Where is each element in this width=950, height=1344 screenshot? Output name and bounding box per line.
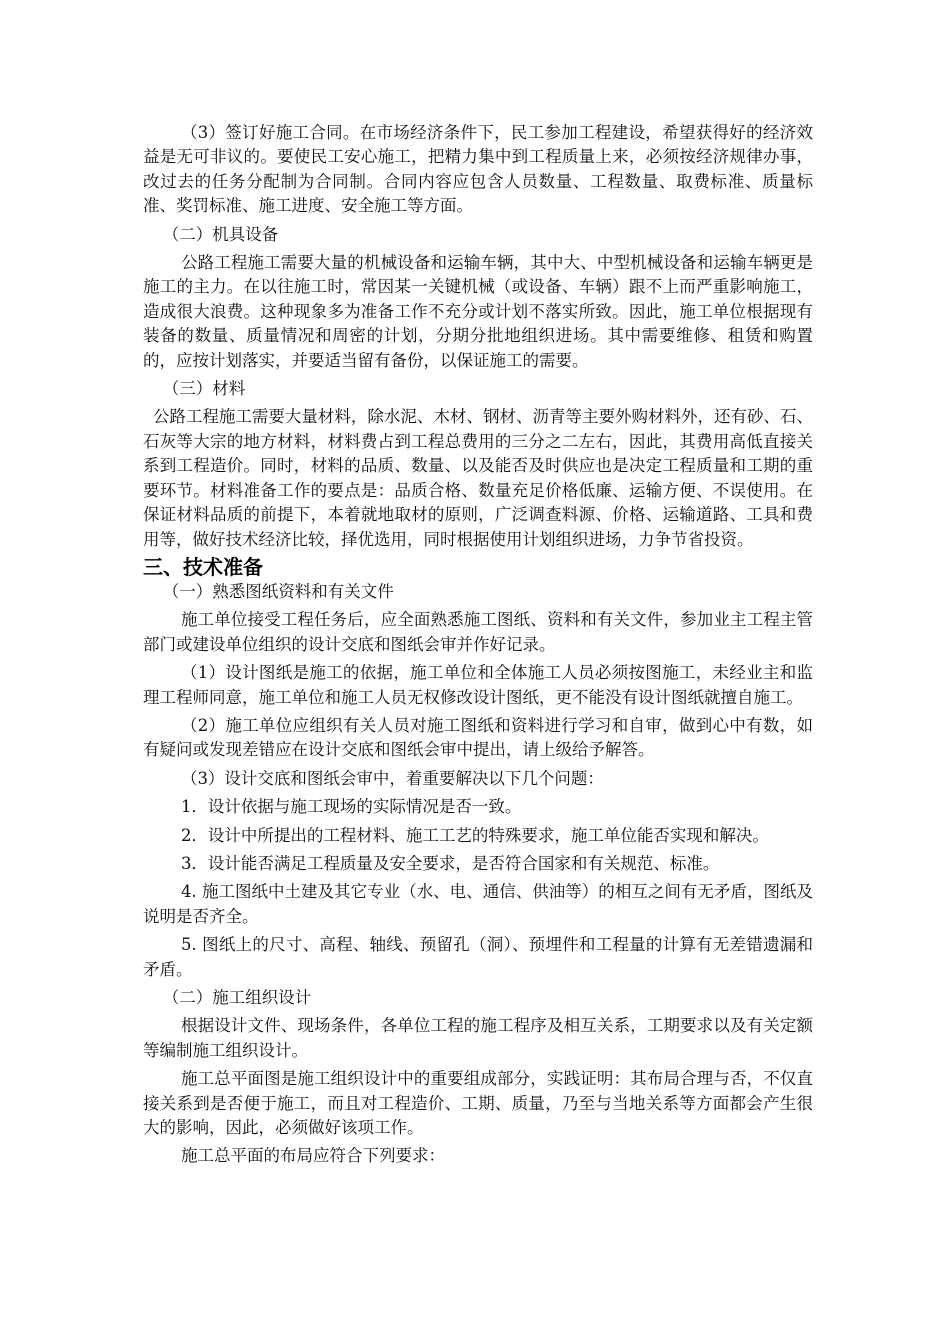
paragraph-drawings-intro: 施工单位接受工程任务后，应全面熟悉施工图纸、资料和有关文件，参加业主工程主管部门或建设单位组织的设计交底和图纸会审并作好记录。 (143, 610, 813, 654)
paragraph-contract: （3）签订好施工合同。在市场经济条件下，民工参加工程建设，希望获得好的经济效益是无可非议的。要使民工安心施工，把精力集中到工程质量上来，必须按经济规律办事，改过去的任务分配制为合同制。合同内容应包含人员数量、工程数量、取费标准、质量标准、奖罚标准、施工进度、安全施工等方面。 (143, 123, 813, 216)
paragraph-equipment: 公路工程施工需要大量的机械设备和运输车辆，其中大、中型机械设备和运输车辆更是施工的主力。在以往施工时，常因某一关键机械（或设备、车辆）跟不上而严重影响施工，造成很大浪费。这种现象多为准备工作不充分或计划不落实所致。因此，施工单位根据现有装备的数量、质量情况和周密的计划，分期分批地组织进场。其中需要维修、租赁和购置的，应按计划落实，并要适当留有备份，以保证施工的需要。 (143, 253, 813, 370)
question-item-4: 4. 施工图纸中土建及其它专业（水、电、通信、供油等）的相互之间有无矛盾，图纸及说明是否齐全。 (143, 882, 813, 926)
paragraph-drawings-2: （2）施工单位应组织有关人员对施工图纸和资料进行学习和自审，做到心中有数，如有疑问或发现差错应在设计交底和图纸会审中提出，请上级给予解答。 (143, 715, 813, 760)
question-item-5: 5. 图纸上的尺寸、高程、轴线、预留孔（洞）、预埋件和工程量的计算有无差错遗漏和矛盾。 (143, 935, 813, 979)
paragraph-materials: 公路工程施工需要大量材料，除水泥、木材、钢材、沥青等主要外购材料外，还有砂、石、石灰等大宗的地方材料，材料费占到工程总费用的三分之二左右，因此，其费用高低直接关系到工程造价。同时，材料的品质、数量、以及能否及时供应也是决定工程质量和工期的重要环节。材料准备工作的要点是：品质合格、数量充足价格低廉、运输方便、不误使用。在保证材料品质的前提下，本着就地取材的原则，广泛调查料源、价格、运输道路、工具和费用等，做好技术经济比较，择优选用，同时根据使用计划组织进场，力争节省投资。 (143, 407, 813, 549)
document-page (143, 121, 813, 1169)
question-item-1: 1．设计依据与施工现场的实际情况是否一致。 (180, 797, 522, 817)
question-item-3: 3．设计能否满足工程质量及安全要求，是否符合国家和有关规范、标准。 (180, 853, 720, 873)
paragraph-drawings-1: （1）设计图纸是施工的依据，施工单位和全体施工人员必须按图施工，未经业主和监理工程师同意，施工单位和施工人员无权修改设计图纸，更不能没有设计图纸就擅自施工。 (143, 663, 813, 707)
paragraph-drawings-3: （3）设计交底和图纸会审中，着重要解决以下几个问题： (180, 768, 604, 788)
paragraph-organization-2: 施工总平面图是施工组织设计中的重要组成部分，实践证明：其布局合理与否，不仅直接关系到是否便于施工，而且对工程造价、工期、质量，乃至与当地关系等方面都会产生很大的影响，因此，必须做好该项工作。 (143, 1069, 813, 1138)
question-item-2: 2．设计中所提出的工程材料、施工工艺的特殊要求，施工单位能否实现和解决。 (180, 825, 769, 845)
subheading-equipment: （二）机具设备 (162, 224, 279, 244)
subheading-materials: （三）材料 (162, 379, 246, 399)
paragraph-organization-1: 根据设计文件、现场条件，各单位工程的施工程序及相互关系，工期要求以及有关定额等编制施工组织设计。 (143, 1016, 813, 1060)
subheading-drawings: （一）熟悉图纸资料和有关文件 (162, 581, 394, 601)
subheading-organization: （二）施工组织设计 (162, 988, 312, 1007)
paragraph-organization-3: 施工总平面的布局应符合下列要求： (180, 1146, 445, 1166)
section-heading-technical-prep: 三、技术准备 (143, 554, 263, 579)
